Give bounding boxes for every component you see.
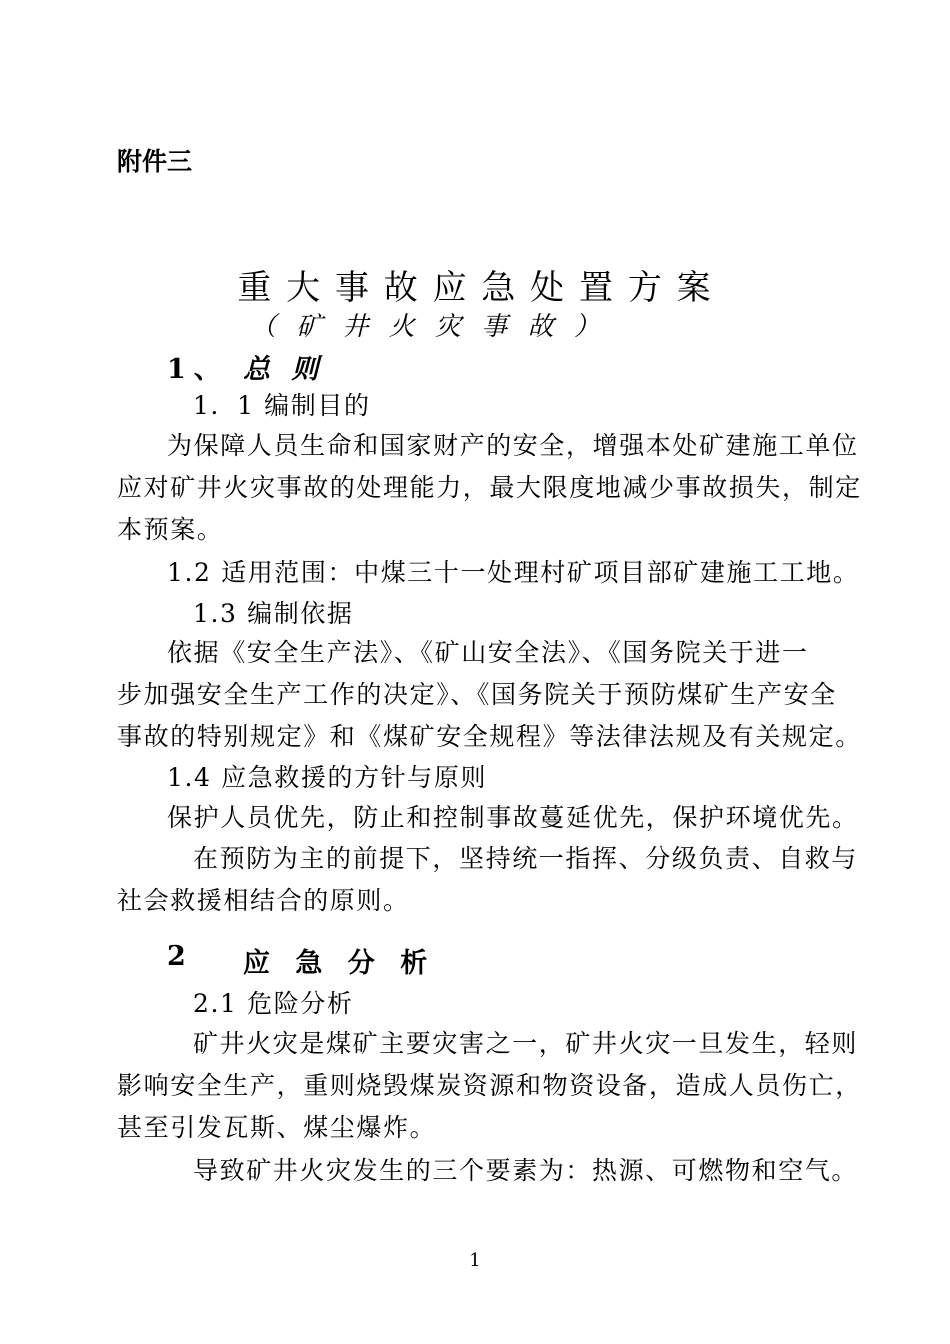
subsection-1-3-heading: 1.3 编制依据 bbox=[193, 599, 354, 628]
paragraph-line: 影响安全生产，重则烧毁煤炭资源和物资设备，造成人员伤亡， bbox=[117, 1071, 862, 1100]
subsection-2-1-heading: 2.1 危险分析 bbox=[193, 989, 354, 1018]
paragraph-line: 为保障人员生命和国家财产的安全，增强本处矿建施工单位 bbox=[167, 431, 859, 460]
paragraph-line: 本预案。 bbox=[117, 515, 224, 544]
section-2-number: 2 bbox=[167, 941, 186, 972]
section-1-number: 1、 bbox=[167, 354, 229, 385]
paragraph-line: 依据《安全生产法》、《矿山安全法》、《国务院关于进一 bbox=[167, 638, 809, 667]
subsection-1-4-paragraph bbox=[117, 838, 859, 922]
paragraph-line: 社会救援相结合的原则。 bbox=[117, 886, 410, 915]
paragraph-line: 事故的特别规定》和《煤矿安全规程》等法律法规及有关规定。 bbox=[117, 722, 862, 751]
subsection-2-1-paragraph bbox=[117, 1023, 862, 1149]
paragraph-line: 应对矿井火灾事故的处理能力，最大限度地减少事故损失，制定 bbox=[117, 473, 862, 502]
page-number: 1 bbox=[469, 1250, 481, 1271]
subsection-1-2-text: 1.2 适用范围：中煤三十一处理村矿项目部矿建施工工地。 bbox=[167, 558, 860, 587]
document-subtitle: （ 矿 井 火 灾 事 故 ） bbox=[250, 312, 606, 342]
section-1-title: 总 则 bbox=[243, 354, 325, 385]
attachment-label: 附件三 bbox=[117, 147, 193, 176]
subsection-1-4-line: 保护人员优先，防止和控制事故蔓延优先，保护环境优先。 bbox=[167, 803, 859, 832]
subsection-2-1-last-line: 导致矿井火灾发生的三个要素为：热源、可燃物和空气。 bbox=[193, 1156, 859, 1185]
paragraph-line: 在预防为主的前提下，坚持统一指挥、分级负责、自救与 bbox=[193, 844, 859, 873]
subsection-1-4-heading: 1.4 应急救援的方针与原则 bbox=[167, 763, 488, 792]
paragraph-line: 步加强安全生产工作的决定》、《国务院关于预防煤矿生产安全 bbox=[117, 680, 837, 709]
section-2-title: 应 急 分 析 bbox=[243, 948, 436, 979]
subsection-1-3-paragraph bbox=[117, 632, 862, 758]
document-title: 重 大 事 故 应 急 处 置 方 案 bbox=[237, 268, 713, 308]
subsection-1-1-paragraph bbox=[117, 425, 862, 551]
subsection-1-1-heading: 1．1 编制目的 bbox=[193, 391, 371, 420]
paragraph-line: 矿井火灾是煤矿主要灾害之一，矿井火灾一旦发生，轻则 bbox=[193, 1029, 859, 1058]
paragraph-line: 甚至引发瓦斯、煤尘爆炸。 bbox=[117, 1113, 437, 1142]
